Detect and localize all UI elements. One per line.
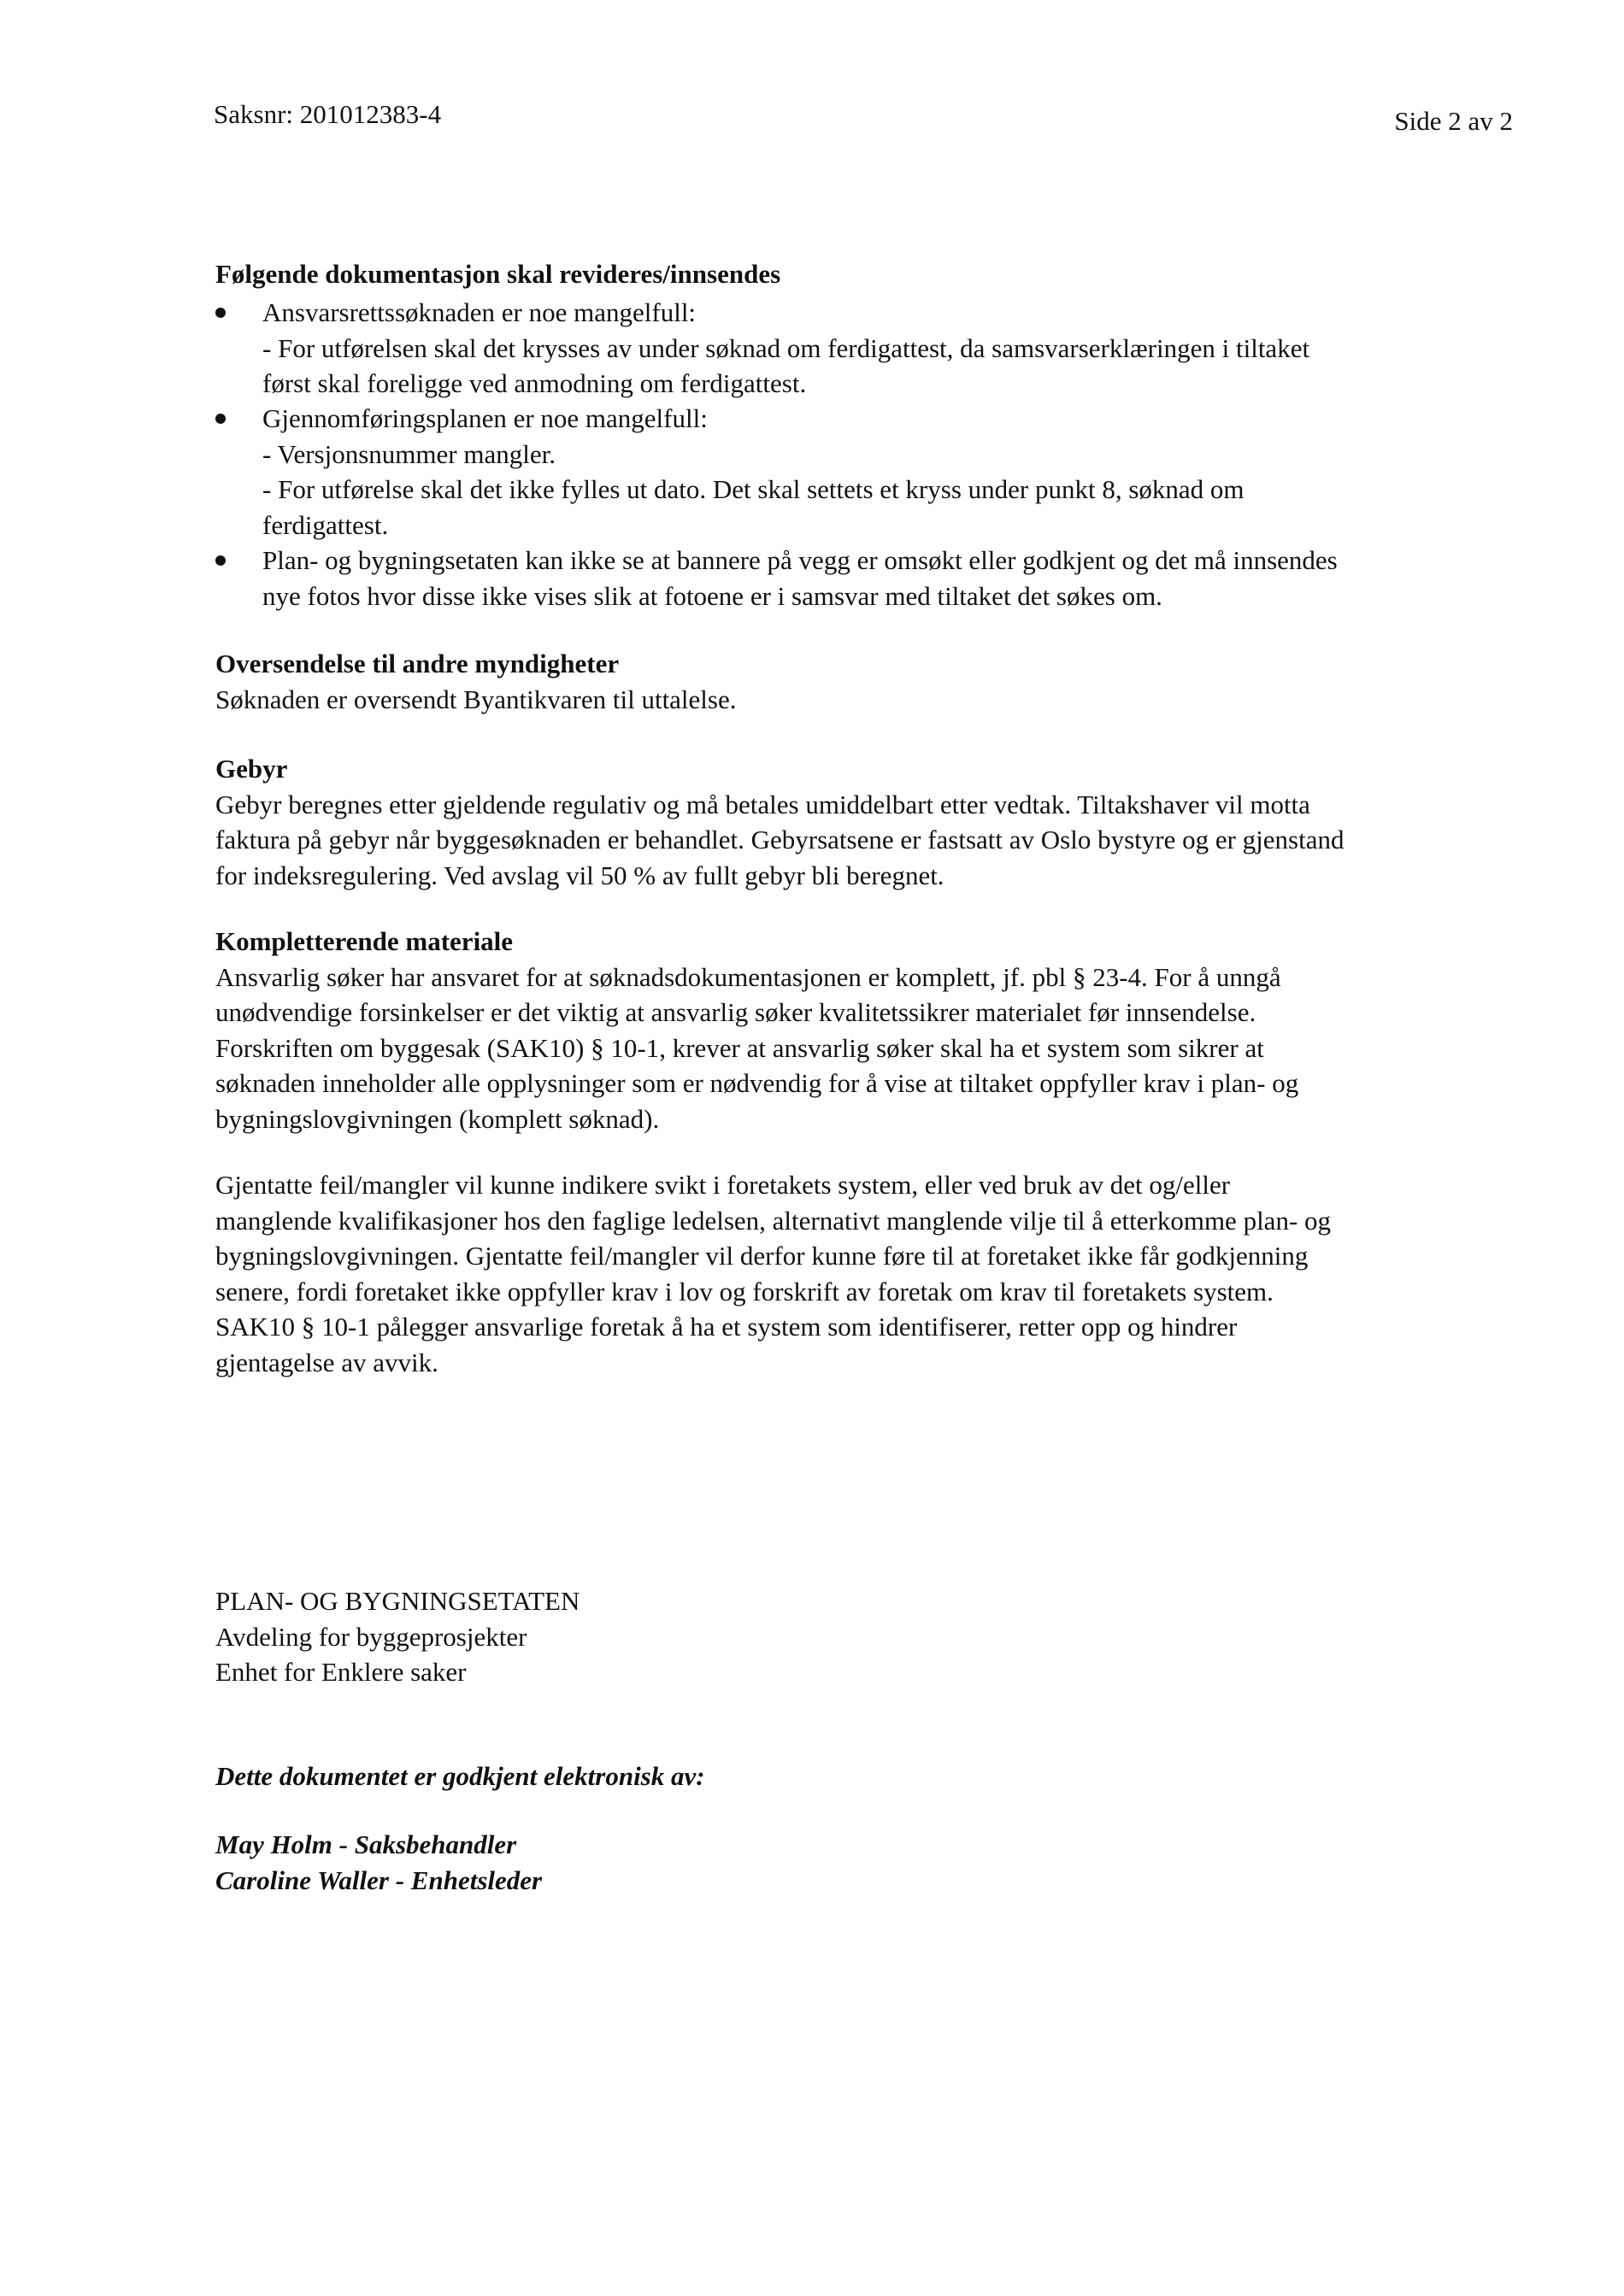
section-heading: Gebyr [215,754,288,784]
list-item-line: først skal foreligge ved anmodning om ferdigattest. [262,368,807,398]
paragraph-line: Ansvarlig søker har ansvaret for at søknadsdokumentasjonen er komplett, jf. pbl § 23-4. For å unngå [215,961,1281,992]
org-name: PLAN- OG BYGNINGSETATEN [215,1586,580,1616]
list-item [262,401,1244,543]
paragraph-line: faktura på gebyr når byggesøknaden er behandlet. Gebyrsatsene er fastsatt av Oslo bystyre og er gjenstand [215,825,1345,854]
case-number: Saksnr: 201012383-4 [214,99,442,129]
paragraph-line: senere, fordi foretaket ikke oppfyller krav i lov og forskrift av foretak om krav til foretakets system. [215,1276,1274,1307]
list-item-line: - Versjonsnummer mangler. [262,438,556,469]
paragraph-line: manglende kvalifikasjoner hos den faglige ledelsen, alternativt manglende vilje til å etterkomme plan- og [215,1205,1332,1236]
paragraph-line: SAK10 § 10-1 pålegger ansvarlige foretak å ha et system som identifiserer, retter opp og hindrer [215,1312,1238,1342]
paragraph-line: Gjentatte feil/mangler vil kunne indikere svikt i foretakets system, eller ved bruk av det og/eller [215,1170,1231,1200]
signer: Caroline Waller - Enhetsleder [215,1864,543,1895]
paragraph-line: for indeksregulering. Ved avslag vil 50 % av fullt gebyr bli beregnet. [215,860,944,890]
bullet-icon [215,555,226,566]
list-item [262,295,1309,402]
signature-org [215,1583,580,1690]
paragraph-line: gjentagelse av avvik. [215,1347,438,1377]
list-item-line: Ansvarsrettssøknaden er noe mangelfull: [262,297,697,327]
complete-paragraph-2 [215,1167,1331,1380]
paragraph-line: bygningslovgivningen (komplett søknad). [215,1103,660,1134]
list-item-line: - For utførelse skal det ikke fylles ut dato. Det skal settets et kryss under punkt 8, søknad om [262,474,1244,504]
docs-section [215,256,780,292]
list-item-line: Gjennomføringsplanen er noe mangelfull: [262,403,708,433]
section-heading: Kompletterende materiale [215,926,514,956]
complete-section [215,924,1298,1136]
forward-section [215,646,737,717]
paragraph-line: Forskriften om byggesak (SAK10) § 10-1, krever at ansvarlig søker skal ha et system som sikrer at [215,1032,1264,1063]
approval-note [215,1759,705,1794]
unit: Enhet for Enklere saker [215,1657,467,1687]
list-item-line: - For utførelsen skal det krysses av under søknad om ferdigattest, da samsvarserklæringen i tiltaket [262,332,1310,363]
bullet-icon [215,414,226,424]
approval-note-text: Dette dokumentet er godkjent elektronisk av: [215,1761,705,1791]
section-heading: Følgende dokumentasjon skal revideres/innsendes [215,259,781,289]
department: Avdeling for byggeprosjekter [215,1621,527,1652]
page-number: Side 2 av 2 [1394,106,1513,136]
paragraph-line: søknaden inneholder alle opplysninger som er nødvendig for å vise at tiltaket oppfyller krav i plan- og [215,1068,1299,1098]
signers [215,1827,542,1898]
signer: May Holm - Saksbehandler [215,1829,517,1859]
section-heading: Oversendelse til andre myndigheter [215,649,620,678]
list-item-line: ferdigattest. [262,509,389,540]
paragraph-line: unødvendige forsinkelser er det viktig at ansvarlig søker kvalitetssikrer materialet før innsendelse. [215,997,1256,1027]
paragraph-line: bygningslovgivningen. Gjentatte feil/mangler vil derfor kunne føre til at foretaket ikke får godkjenning [215,1241,1309,1271]
list-item-line: Plan- og bygningsetaten kan ikke se at bannere på vegg er omsøkt eller godkjent og det må innsendes [262,545,1338,575]
paragraph-line: Gebyr beregnes etter gjeldende regulativ og må betales umiddelbart etter vedtak. Tiltakshaver vil motta [215,789,1310,819]
paragraph-line: Søknaden er oversendt Byantikvaren til uttalelse. [215,684,737,714]
list-item-line: nye fotos hvor disse ikke vises slik at fotoene er i samsvar med tiltaket det søkes om. [262,580,1162,611]
fee-section [215,751,1344,893]
list-item [262,543,1338,614]
bullet-icon [215,308,226,318]
